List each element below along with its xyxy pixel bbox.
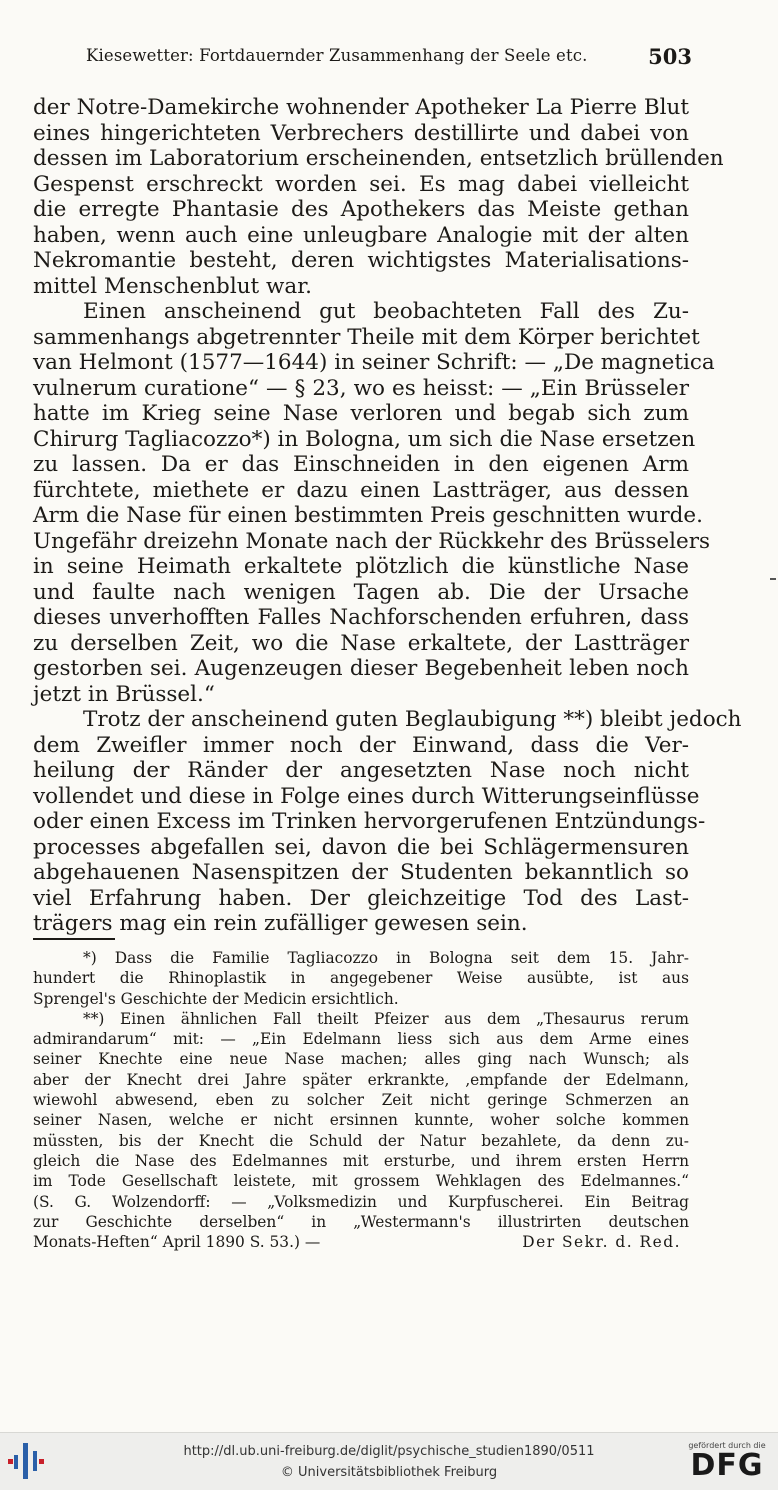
footnote-line: zur Geschichte derselben“ in „Westermann's illustrirten deutschen	[33, 1212, 689, 1231]
editor-signature: Der Sekr. d. Red.	[522, 1233, 681, 1252]
footnote-line: aber der Knecht drei Jahre später erkrankte, ‚empfande der Edelmann,	[33, 1070, 689, 1089]
dfg-caption: gefördert durch die	[688, 1441, 766, 1450]
text-line: fürchtete, miethete er dazu einen Lastträger, aus dessen	[33, 477, 689, 503]
footnote-rule	[33, 938, 115, 940]
text-line: der Notre-Damekirche wohnender Apotheker La Pierre Blut	[33, 95, 689, 120]
text-line: oder einen Excess im Trinken hervorgerufenen Entzündungs-	[33, 809, 706, 834]
main-text	[33, 95, 742, 937]
text-line: haben, wenn auch eine unleugbare Analogie mit der alten	[33, 222, 689, 248]
text-line: in seine Heimath erkaltete plötzlich die künstliche Nase	[33, 554, 689, 579]
footnote-line: wiewohl abwesend, eben zu solcher Zeit nicht geringe Schmerzen an	[33, 1091, 689, 1110]
text-line: zu derselben Zeit, wo die Nase erkaltete, der Lastträger	[33, 630, 689, 656]
footnote-end-line	[33, 1232, 689, 1252]
text-line: dessen im Laboratorium erscheinenden, entsetzlich brüllenden	[33, 146, 724, 171]
page-number: 503	[648, 44, 692, 69]
text-line: dem Zweifler immer noch der Einwand, dass die Ver-	[33, 732, 689, 758]
text-line: jetzt in Brüssel.“	[33, 681, 215, 707]
text-line: gestorben sei. Augenzeugen dieser Begebenheit leben noch	[33, 656, 689, 681]
dfg-wordmark: DFG	[690, 1448, 764, 1483]
footnote-line: **) Einen ähnlichen Fall theilt Pfeizer aus dem „Thesaurus rerum	[83, 1009, 689, 1028]
footnote-citation: Monats-Heften“ April 1890 S. 53.) —	[33, 1233, 321, 1252]
text-line: zu lassen. Da er das Einschneiden in den eigenen Arm	[33, 452, 689, 477]
footnote-line: Sprengel's Geschichte der Medicin ersichtlich.	[33, 989, 399, 1008]
footnote-line: gleich die Nase des Edelmannes mit ersturbe, und ihrem ersten Herrn	[33, 1151, 689, 1170]
text-line: sammenhangs abgetrennter Theile mit dem Körper berichtet	[33, 324, 700, 350]
page-header	[0, 44, 778, 76]
margin-mark	[770, 578, 776, 580]
text-line: eines hingerichteten Verbrechers destillirte und dabei von	[33, 120, 689, 146]
footnote-line: admirandarum“ mit: — „Ein Edelmann liess sich aus dem Arme eines	[33, 1030, 689, 1049]
footnote-line: hundert die Rhinoplastik in angegebener Weise ausübte, ist aus	[33, 969, 689, 988]
text-line: vollendet und diese in Folge eines durch Witterungseinflüsse	[33, 783, 700, 809]
text-line: Ungefähr dreizehn Monate nach der Rückkehr des Brüsselers	[33, 528, 711, 554]
footnote-line: im Tode Gesellschaft leistete, mit grossem Wehklagen des Edelmannes.“	[33, 1172, 689, 1191]
text-line: abgehauenen Nasenspitzen der Studenten bekanntlich so	[33, 860, 689, 885]
text-line: Chirurg Tagliacozzo*) in Bologna, um sich die Nase ersetzen	[33, 426, 696, 452]
text-line: die erregte Phantasie des Apothekers das Meiste gethan	[33, 197, 689, 222]
text-line: dieses unverhofften Falles Nachforschenden erfuhren, dass	[33, 605, 689, 630]
footnote-line: müssten, bis der Knecht die Schuld der Natur bezahlete, da denn zu-	[33, 1131, 689, 1150]
text-line: Nekromantie besteht, deren wichtigstes Materialisations-	[33, 248, 689, 273]
footnote-line: seiner Knechte eine neue Nase machen; alles ging nach Wunsch; als	[33, 1050, 689, 1069]
permalink[interactable]: http://dl.ub.uni-freiburg.de/diglit/psychische_studien1890/0511	[183, 1444, 595, 1459]
dfg-logo-icon	[686, 1441, 768, 1482]
copyright-notice: © Universitätsbibliothek Freiburg	[280, 1465, 498, 1480]
text-line: trägers mag ein rein zufälliger gewesen sein.	[33, 911, 528, 936]
text-line: mittel Menschenblut war.	[33, 273, 312, 299]
text-line: vulnerum curatione“ — § 23, wo es heisst: — „Ein Brüsseler	[33, 375, 689, 401]
text-line: van Helmont (1577—1644) in seiner Schrift: — „De magnetica	[33, 350, 715, 375]
viewer-footer	[0, 1432, 778, 1490]
text-line: viel Erfahrung haben. Der gleichzeitige Tod des Last-	[33, 885, 689, 911]
text-line: heilung der Ränder der angesetzten Nase noch nicht	[33, 758, 689, 783]
text-line: Trotz der anscheinend guten Beglaubigung **) bleibt jedoch	[83, 707, 742, 732]
footnote-line: seiner Nasen, welche er nicht ersinnen kunnte, woher solche kommen	[33, 1111, 689, 1130]
text-line: Einen anscheinend gut beobachteten Fall des Zu-	[83, 299, 689, 324]
text-line: processes abgefallen sei, davon die bei Schlägermensuren	[33, 834, 689, 860]
footnote-line: *) Dass die Familie Tagliacozzo in Bologna seit dem 15. Jahr-	[83, 949, 689, 967]
text-line: Gespenst erschreckt worden sei. Es mag dabei vielleicht	[33, 171, 689, 197]
text-line: Arm die Nase für einen bestimmten Preis geschnitten wurde.	[33, 503, 703, 528]
text-line: hatte im Krieg seine Nase verloren und begab sich zum	[33, 401, 689, 426]
text-line: und faulte nach wenigen Tagen ab. Die der Ursache	[33, 579, 689, 605]
footnote-line: (S. G. Wolzendorff: — „Volksmedizin und Kurpfuscherei. Ein Beitrag	[33, 1192, 689, 1211]
running-head: Kiesewetter: Fortdauernder Zusammenhang der Seele etc.	[86, 46, 588, 65]
